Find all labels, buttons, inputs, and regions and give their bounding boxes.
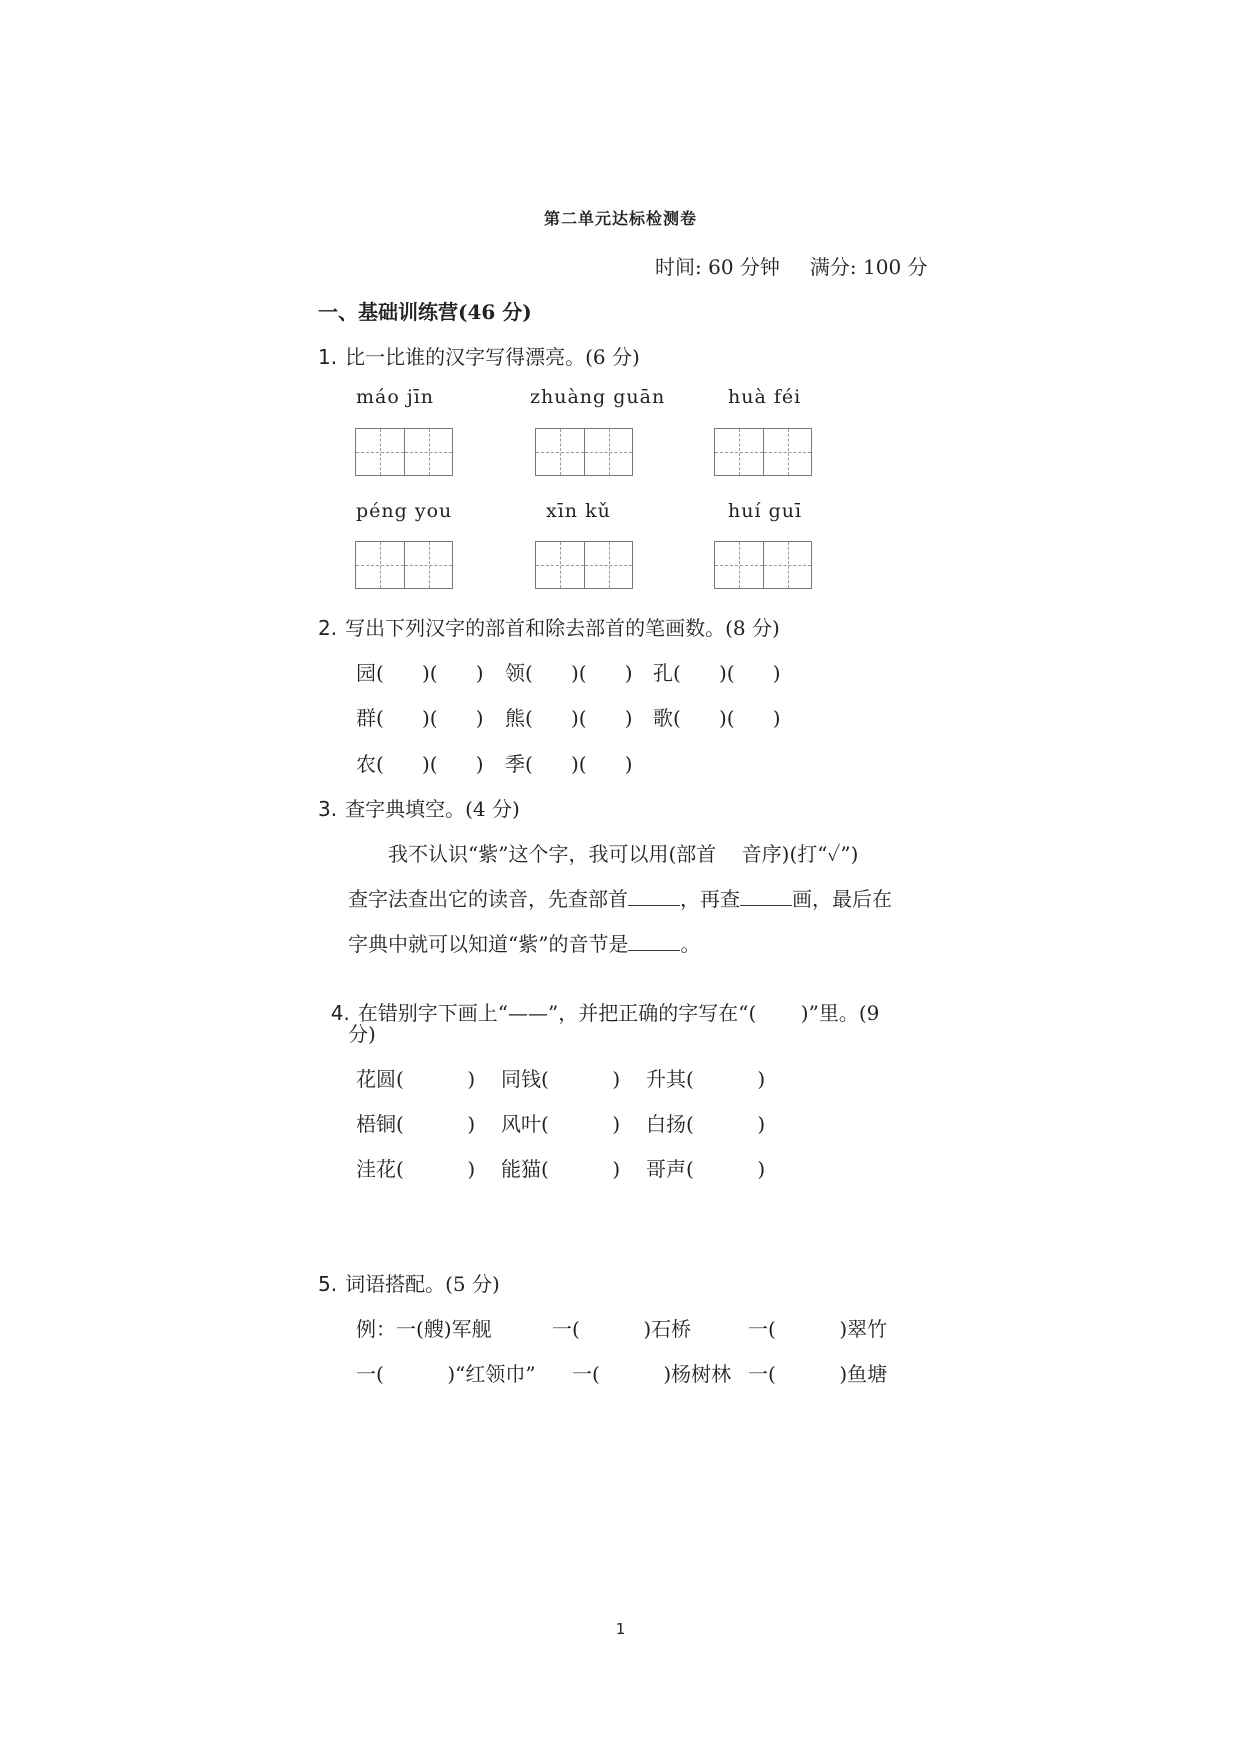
measure-word-item[interactable]: 一( )鱼塘 [748,1362,888,1386]
question-number: 3. [318,797,338,821]
section-heading: 一、基础训练营(46 分) [318,300,532,324]
writing-grid[interactable] [355,541,453,589]
pinyin-label: huà féi [728,386,802,408]
writing-grid[interactable] [535,541,633,589]
radical-item[interactable]: 熊( )( ) [505,706,633,730]
paragraph-text: 。 [680,932,701,956]
question-2 [318,612,780,641]
fill-blank[interactable] [628,887,680,906]
correction-item[interactable]: 花圆( ) [356,1067,476,1091]
pinyin-label: xīn kǔ [546,500,611,522]
paragraph-text: 查字法查出它的读音，先查部首 [348,887,628,911]
time-limit: 时间: 60 分钟 [655,255,780,279]
radical-item[interactable]: 歌( )( ) [653,706,781,730]
correction-item[interactable]: 白扬( ) [646,1112,766,1136]
pinyin-label: zhuàng guān [530,386,666,408]
radical-item[interactable]: 季( )( ) [505,752,633,776]
exam-info [655,251,958,280]
paragraph-text: 字典中就可以知道“紫”的音节是 [348,932,629,956]
measure-word-item[interactable]: 一( )石桥 [552,1317,692,1341]
question-number: 5. [318,1272,338,1296]
correction-item[interactable]: 洼花( ) [356,1157,476,1181]
correction-item[interactable]: 梧铜( ) [356,1112,476,1136]
question-3 [318,793,520,822]
correction-item[interactable]: 风叶( ) [501,1112,621,1136]
paragraph-text: ，再查 [680,887,740,911]
question-4 [318,973,879,1026]
radical-item[interactable]: 孔( )( ) [653,661,781,685]
radical-item[interactable]: 群( )( ) [356,706,484,730]
correction-item[interactable]: 同钱( ) [501,1067,621,1091]
question-5 [318,1268,500,1297]
full-score: 满分: 100 分 [809,255,928,279]
pinyin-label: péng you [356,500,453,522]
writing-grid[interactable] [714,428,812,476]
question-text: 在错别字下画上“——”，并把正确的字写在“( )”里。(9 [357,1001,880,1025]
measure-word-item[interactable]: 一( )翠竹 [748,1317,888,1341]
paragraph-line [348,883,892,912]
pinyin-label: máo jīn [356,386,435,408]
measure-word-item[interactable]: 一( )杨树林 [572,1362,732,1386]
paragraph-text: 画，最后在 [792,887,892,911]
correction-item[interactable]: 升其( ) [646,1067,766,1091]
radical-item[interactable]: 农( )( ) [356,752,484,776]
question-1 [318,341,640,370]
page-title: 第二单元达标检测卷 [543,209,697,228]
radical-item[interactable]: 领( )( ) [505,661,633,685]
question-text-continued: 分) [348,1022,376,1046]
question-text: 写出下列汉字的部首和除去部首的笔画数。(8 分) [345,616,780,640]
writing-grid[interactable] [355,428,453,476]
correction-item[interactable]: 哥声( ) [646,1157,766,1181]
pinyin-label: huí guī [728,500,803,522]
question-number: 2. [318,616,338,640]
example-item: 例：一(艘)军舰 [356,1317,492,1341]
paragraph-line: 我不认识“紫”这个字，我可以用(部首 音序)(打“✓”) [388,842,859,866]
measure-word-item[interactable]: 一( )“红领巾” [356,1362,536,1386]
paragraph-line [348,928,700,957]
radical-item[interactable]: 园( )( ) [356,661,484,685]
question-number: 1. [318,345,338,369]
fill-blank[interactable] [628,932,680,951]
writing-grid[interactable] [535,428,633,476]
fill-blank[interactable] [740,887,792,906]
page-number: 1 [615,1620,626,1638]
question-number: 4. [330,1001,350,1025]
question-text: 比一比谁的汉字写得漂亮。(6 分) [345,345,640,369]
correction-item[interactable]: 能猫( ) [501,1157,621,1181]
question-text: 查字典填空。(4 分) [345,797,520,821]
writing-grid[interactable] [714,541,812,589]
question-text: 词语搭配。(5 分) [345,1272,500,1296]
